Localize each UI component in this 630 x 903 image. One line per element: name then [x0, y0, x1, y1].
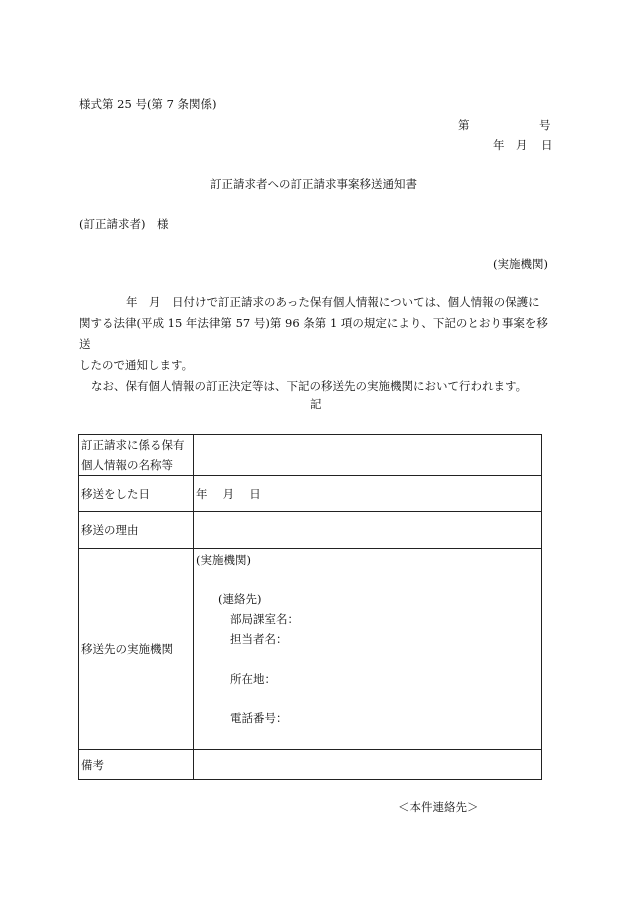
date-year: 年	[493, 138, 505, 152]
table-row	[79, 476, 542, 512]
destination-block	[194, 549, 541, 749]
body-line-2: 関する法律(平成 15 年法律第 57 号)第 96 条第 1 項の規定により、下記のとおり事案を移送	[79, 316, 548, 351]
date-day: 日	[541, 138, 553, 152]
destination-phone: 電話番号：	[230, 711, 288, 725]
transfer-details-table	[78, 434, 542, 780]
body-line-1: 年 月 日付けで訂正請求のあった保有個人情報については、個人情報の保護に	[126, 295, 540, 309]
ki-heading: 記	[310, 397, 322, 411]
date-month: 月	[516, 138, 528, 152]
table-value-info-name	[194, 435, 542, 476]
table-label-transfer-reason: 移送の理由	[79, 512, 194, 549]
sender-agency: (実施機関)	[493, 257, 548, 271]
destination-contact: (連絡先)	[218, 592, 262, 606]
table-label-remarks: 備考	[79, 750, 194, 780]
contact-footer: ＜本件連絡先＞	[398, 800, 479, 814]
table-value-remarks	[194, 750, 542, 780]
table-row	[79, 435, 542, 476]
body-line-3: したので通知します。	[79, 358, 194, 372]
table-label-destination: 移送先の実施機関	[79, 549, 194, 750]
destination-department: 部局課室名：	[230, 612, 299, 626]
destination-agency: (実施機関)	[196, 553, 251, 567]
destination-address: 所在地：	[230, 672, 276, 686]
addressee: (訂正請求者) 様	[79, 217, 169, 231]
table-row	[79, 512, 542, 549]
table-value-destination	[194, 549, 542, 750]
document-title: 訂正請求者への訂正請求事案移送通知書	[210, 177, 417, 191]
body-line-4: なお、保有個人情報の訂正決定等は、下記の移送先の実施機関において行われます。	[91, 379, 528, 393]
table-row	[79, 750, 542, 780]
table-label-info-name-line1: 訂正請求に係る保有	[81, 438, 185, 452]
table-label-transfer-date: 移送をした日	[79, 476, 194, 512]
doc-number-prefix: 第	[458, 118, 470, 132]
table-value-transfer-date: 年 月 日	[194, 476, 542, 512]
body-text	[79, 292, 551, 397]
table-value-transfer-reason	[194, 512, 542, 549]
form-number: 様式第 25 号(第 7 条関係)	[79, 97, 217, 111]
table-row	[79, 549, 542, 750]
destination-person: 担当者名：	[230, 632, 288, 646]
table-label-info-name	[79, 435, 194, 476]
table-label-info-name-line2: 個人情報の名称等	[81, 458, 173, 472]
doc-number-suffix: 号	[539, 118, 551, 132]
